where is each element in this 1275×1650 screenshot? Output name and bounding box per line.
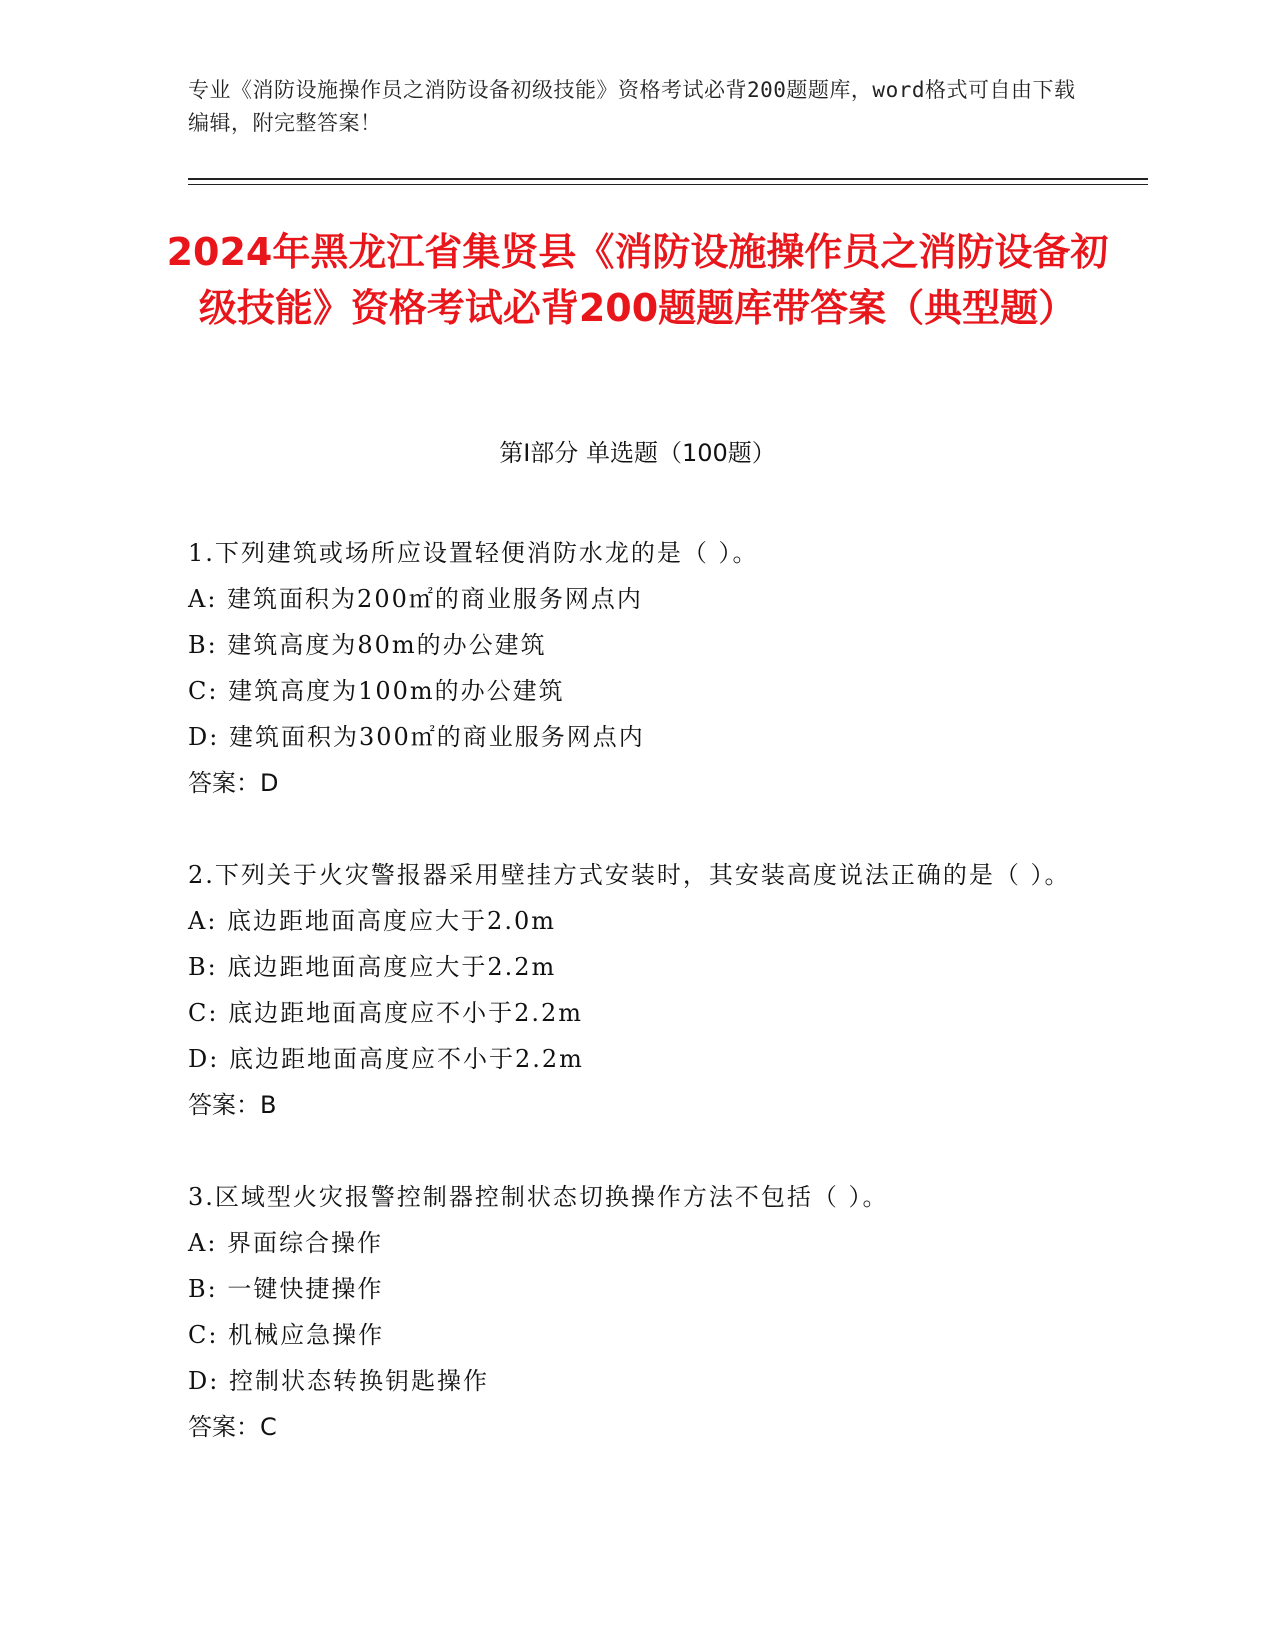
option-b: B: 底边距地面高度应大于2.2m (188, 953, 557, 981)
question-stem: 1.下列建筑或场所应设置轻便消防水龙的是（ ）。 (188, 539, 759, 567)
question-stem: 3.区域型火灾报警控制器控制状态切换操作方法不包括（ ）。 (188, 1183, 889, 1211)
option-a: A: 建筑面积为200㎡的商业服务网点内 (188, 585, 643, 613)
document-title: 2024年黑龙江省集贤县《消防设施操作员之消防设备初级技能》资格考试必背200题题库带答案（典型题） (166, 230, 1109, 330)
option-c: C: 建筑高度为100m的办公建筑 (188, 677, 565, 705)
question-stem: 2.下列关于火灾警报器采用壁挂方式安装时，其安装高度说法正确的是（ ）。 (188, 861, 1071, 889)
question-3 (188, 1174, 1088, 1450)
question-1 (188, 530, 1088, 806)
section-title: 第Ⅰ部分 单选题（100题） (499, 439, 776, 467)
option-c: C: 底边距地面高度应不小于2.2m (188, 999, 584, 1027)
option-b: B: 建筑高度为80m的办公建筑 (188, 631, 547, 659)
option-a: A: 界面综合操作 (188, 1229, 384, 1257)
answer: 答案：D (188, 769, 279, 797)
answer: 答案：B (188, 1091, 277, 1119)
option-a: A: 底边距地面高度应大于2.0m (188, 907, 556, 935)
option-c: C: 机械应急操作 (188, 1321, 385, 1349)
option-d: D: 控制状态转换钥匙操作 (188, 1367, 489, 1395)
header-note: 专业《消防设施操作员之消防设备初级技能》资格考试必背200题题库，word格式可自由下载编辑，附完整答案！ (188, 78, 1076, 135)
question-2 (188, 852, 1088, 1128)
header-divider-thin (188, 184, 1148, 185)
question-list (188, 530, 1088, 1496)
option-d: D: 建筑面积为300㎡的商业服务网点内 (188, 723, 645, 751)
header-divider-thick (188, 178, 1148, 180)
answer: 答案：C (188, 1413, 277, 1441)
option-d: D: 底边距地面高度应不小于2.2m (188, 1045, 584, 1073)
option-b: B: 一键快捷操作 (188, 1275, 384, 1303)
